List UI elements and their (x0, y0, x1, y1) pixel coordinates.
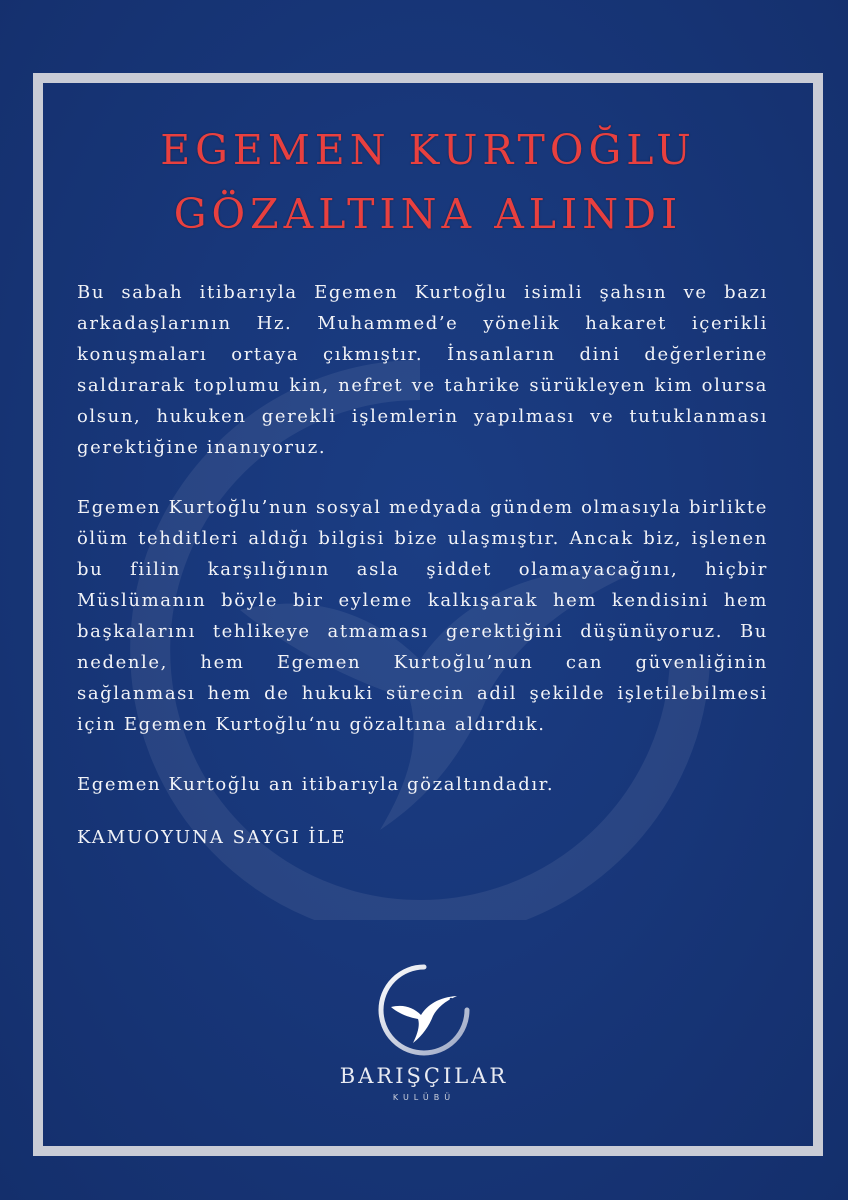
headline (43, 118, 813, 246)
statement-body (77, 277, 768, 882)
paragraph-2: Egemen Kurtoğlu’nun sosyal medyada gündem olmasıyla birlikte ölüm tehditleri aldığı bilgisi bize ulaşmıştır. Ancak biz, işlenen bu fiilin karşılığının asla şiddet olamayacağını, hiçbir Müslümanın böyle bir eyleme kalkışarak hem kendisini hem başkalarını tehlikeye atmaması gerektiğini düşünüyoruz. Bu nedenle, hem Egemen Kurtoğlu’nun can güvenliğinin sağlanması hem de hukuki sürecin adil şekilde işletilebilmesi için Egemen Kurtoğlu‘nu gözaltına aldırdık. (77, 497, 768, 735)
headline-line-2: GÖZALTINA ALINDI (173, 190, 683, 238)
paragraph-1: Bu sabah itibarıyla Egemen Kurtoğlu isimli şahsın ve bazı arkadaşlarının Hz. Muhammed’e yönelik hakaret içerikli konuşmaları ortaya çıkmıştır. İnsanların dini değerlerine saldırarak toplumu kin, nefret ve tahrike sürükleyen kim olursa olsun, hukuken gerekli işlemlerin yapılması ve tutuklanması gerektiğine inanıyoruz. (77, 282, 768, 458)
dove-icon (377, 963, 471, 1057)
brand-name: BARIŞÇILAR (339, 1064, 509, 1088)
paragraph-3: Egemen Kurtoğlu an itibarıyla gözaltındadır. (77, 774, 555, 795)
headline-line-1: EGEMEN KURTOĞLU (160, 126, 696, 174)
brand-subtitle: KULÜBÜ (392, 1093, 456, 1102)
closing-line: KAMUOYUNA SAYGI İLE (77, 827, 347, 848)
